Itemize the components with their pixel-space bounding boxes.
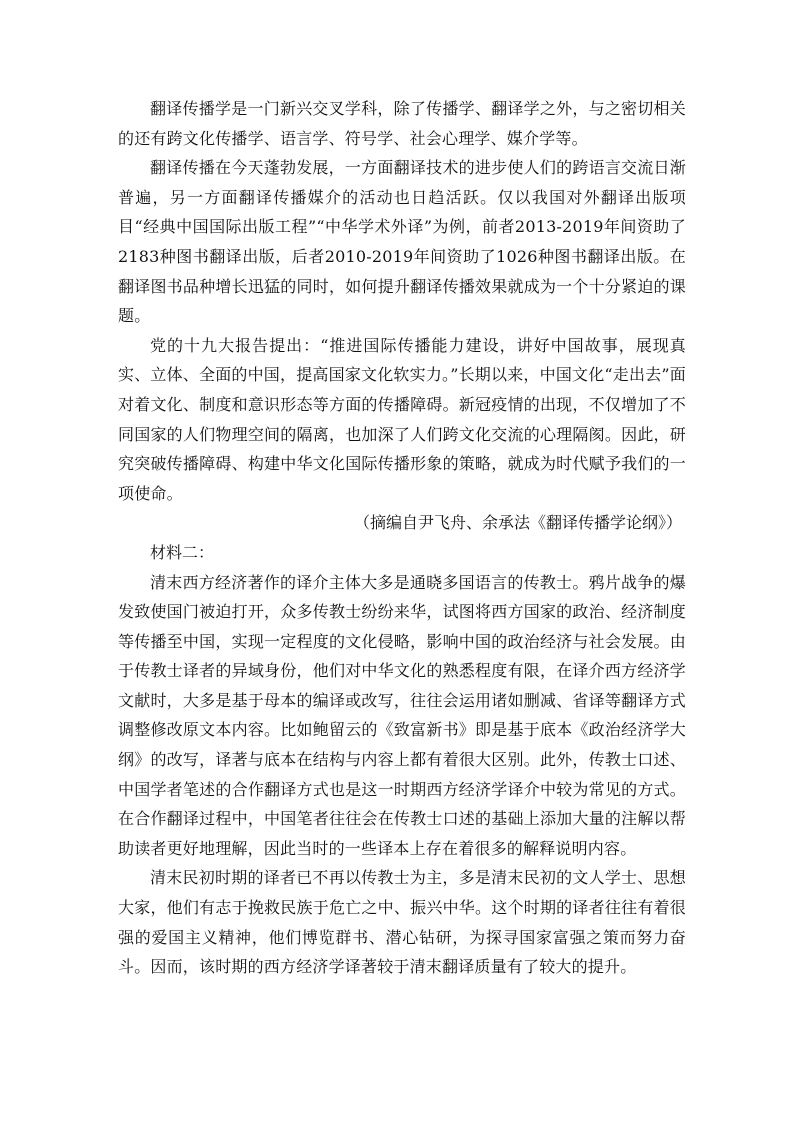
document-body bbox=[118, 94, 686, 982]
paragraph-1: 翻译传播学是一门新兴交叉学科，除了传播学、翻译学之外，与之密切相关的还有跨文化传播学、语言学、符号学、社会心理学、媒介学等。 bbox=[118, 99, 686, 148]
section-label-material-two: 材料二： bbox=[150, 542, 215, 562]
paragraph-4: 清末西方经济著作的译介主体大多是通晓多国语言的传教士。鸦片战争的爆发致使国门被迫打开，众多传教士纷纷来华，试图将西方国家的政治、经济制度等传播至中国，实现一定程度的文化侵略，影响中国的政治经济与社会发展。由于传教士译者的异域身份，他们对中华文化的熟悉程度有限，在译介西方经济学文献时，大多是基于母本的编译或改写，往往会运用诸如删减、省译等翻译方式调整修改原文本内容。比如鲍留云的《致富新书》即是基于底本《政治经济学大纲》的改写，译著与底本在结构与内容上都有着很大区别。此外，传教士口述、中国学者笔述的合作翻译方式也是这一时期西方经济学译介中较为常见的方式。在合作翻译过程中，中国笔者往往会在传教士口述的基础上添加大量的注解以帮助读者更好地理解，因此当时的一些译本上存在着很多的解释说明内容。 bbox=[118, 572, 686, 858]
paragraph-5: 清末民初时期的译者已不再以传教士为主，多是清末民初的文人学士、思想大家，他们有志于挽救民族于危亡之中、振兴中华。这个时期的译者往往有着很强的爱国主义精神，他们博览群书、潜心钻研，为探寻国家富强之策而努力奋斗。因而，该时期的西方经济学译著较于清末翻译质量有了较大的提升。 bbox=[118, 868, 686, 977]
paragraph-3: 党的十九大报告提出：“推进国际传播能力建设，讲好中国故事，展现真实、立体、全面的中国，提高国家文化软实力。”长期以来，中国文化“走出去”面对着文化、制度和意识形态等方面的传播障碍。新冠疫情的出现，不仅增加了不同国家的人们物理空间的隔离，也加深了人们跨文化交流的心理隔阂。因此，研究突破传播障碍、构建中华文化国际传播形象的策略，就成为时代赋予我们的一项使命。 bbox=[118, 335, 686, 503]
source-citation: （摘编自尹飞舟、余承法《翻译传播学论纲》） bbox=[353, 513, 682, 533]
paragraph-2: 翻译传播在今天蓬勃发展，一方面翻译技术的进步使人们的跨语言交流日渐普遍，另一方面翻译传播媒介的活动也日趋活跃。仅以我国对外翻译出版项目“经典中国国际出版工程”“中华学术外译”为例，前者2013-2019年间资助了2183种图书翻译出版，后者2010-2019年间资助了1026种图书翻译出版。在翻译图书品种增长迅猛的同时，如何提升翻译传播效果就成为一个十分紧迫的课题。 bbox=[118, 158, 686, 326]
